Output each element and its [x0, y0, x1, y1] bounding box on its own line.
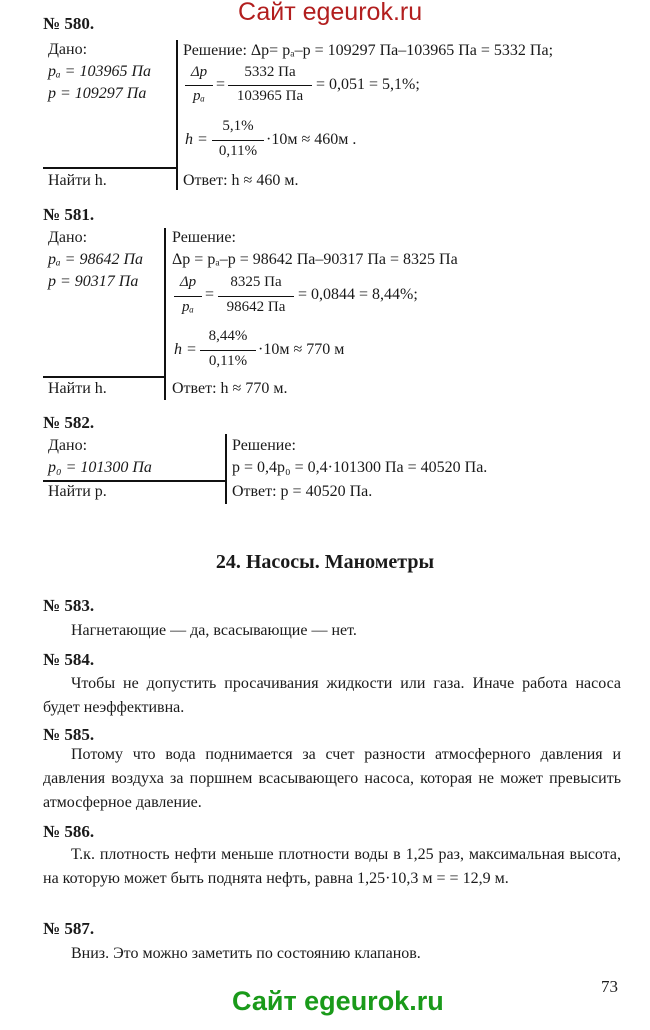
equals-sign: =: [216, 76, 226, 93]
given-find-divider-580: [43, 167, 177, 169]
h-result-580: ·10м ≈ 460м .: [266, 131, 357, 148]
answer-581: Ответ: h ≈ 770 м.: [172, 380, 288, 397]
section-title: 24. Насосы. Манометры: [215, 551, 435, 573]
frac-581-h-num: 8,44%: [208, 328, 248, 344]
given-label-582: Дано:: [48, 437, 88, 454]
frac-580-delta-num: Δp: [190, 64, 208, 80]
answer-580: Ответ: h ≈ 460 м.: [183, 172, 299, 189]
h-label-581: h =: [174, 341, 197, 358]
solution-581-line1: Δp = pₐ–p = 98642 Па–90317 Па = 8325 Па: [172, 251, 458, 268]
frac-bar: [200, 350, 256, 351]
frac-bar: [228, 85, 312, 86]
frac-580-h-num: 5,1%: [222, 118, 254, 134]
problem-583-number: № 583.: [43, 596, 95, 615]
page-number: 73: [601, 977, 618, 996]
frac-580-delta-den: pₐ: [193, 88, 205, 104]
answer-582: Ответ: p = 40520 Па.: [232, 483, 373, 500]
find-580: Найти h.: [48, 172, 107, 189]
frac-581-result: = 0,0844 = 8,44%;: [298, 286, 418, 303]
solution-582-label: Решение:: [232, 437, 296, 454]
frac-bar: [212, 140, 264, 141]
h-label-580: h =: [185, 131, 208, 148]
given-580-pa: pₐ = 103965 Па: [48, 63, 152, 80]
answer-587: Вниз. Это можно заметить по состоянию клапанов.: [71, 945, 421, 962]
given-solution-divider-582: [225, 434, 227, 504]
given-582-p0: p₀ = 101300 Па: [48, 459, 152, 476]
problem-582-number: № 582.: [43, 413, 95, 432]
solution-582-line1: p = 0,4p₀ = 0,4·101300 Па = 40520 Па.: [232, 459, 488, 476]
answer-585: Потому что вода поднимается за счет разности атмосферного давления и давления воздуха за поршнем всасывающего насоса, которая не может превысить атмосферное давление.: [43, 746, 621, 811]
given-label-580: Дано:: [48, 41, 88, 58]
given-581-p: p = 90317 Па: [48, 273, 139, 290]
answer-584: Чтобы не допустить просачивания жидкости или газа. Иначе работа насоса будет неэффективна.: [43, 675, 621, 716]
problem-587-number: № 587.: [43, 919, 95, 938]
given-581-pa: pₐ = 98642 Па: [48, 251, 144, 268]
problem-580-number: № 580.: [43, 14, 95, 33]
given-solution-divider-580: [176, 40, 178, 190]
given-find-divider-582: [43, 480, 226, 482]
problem-581-number: № 581.: [43, 205, 95, 224]
frac-bar: [218, 296, 294, 297]
find-582: Найти p.: [48, 483, 107, 500]
given-solution-divider-581: [164, 228, 166, 400]
given-580-p: p = 109297 Па: [48, 85, 147, 102]
frac-580-result: = 0,051 = 5,1%;: [316, 76, 420, 93]
frac-580-den: 103965 Па: [236, 88, 304, 104]
given-label-581: Дано:: [48, 229, 88, 246]
frac-581-den: 98642 Па: [226, 299, 286, 315]
frac-bar: [185, 85, 213, 86]
frac-580-h-den: 0,11%: [218, 143, 258, 159]
frac-580-num: 5332 Па: [244, 64, 296, 80]
frac-bar: [174, 296, 202, 297]
frac-581-num: 8325 Па: [230, 274, 282, 290]
answer-583: Нагнетающие — да, всасывающие — нет.: [71, 622, 357, 639]
frac-581-delta-num: Δp: [179, 274, 197, 290]
given-find-divider-581: [43, 376, 165, 378]
site-watermark-top: Сайт egeurok.ru: [238, 0, 423, 26]
frac-581-delta-den: pₐ: [182, 299, 194, 315]
equals-sign: =: [205, 286, 215, 303]
solution-581-label: Решение:: [172, 229, 236, 246]
problem-585-number: № 585.: [43, 725, 95, 744]
problem-586-number: № 586.: [43, 822, 95, 841]
find-581: Найти h.: [48, 380, 107, 397]
answer-586: Т.к. плотность нефти меньше плотности воды в 1,25 раз, максимальная высота, на которую может быть поднята нефть, равна 1,25·10,3 м = = 12,9 м.: [43, 846, 621, 887]
h-result-581: ·10м ≈ 770 м: [258, 341, 345, 358]
frac-581-h-den: 0,11%: [208, 353, 248, 369]
site-watermark-bottom: Сайт egeurok.ru: [232, 986, 444, 1016]
solution-580-line1: Решение: Δp= pₐ–p = 109297 Па–103965 Па = 5332 Па;: [183, 42, 554, 59]
problem-584-number: № 584.: [43, 650, 95, 669]
